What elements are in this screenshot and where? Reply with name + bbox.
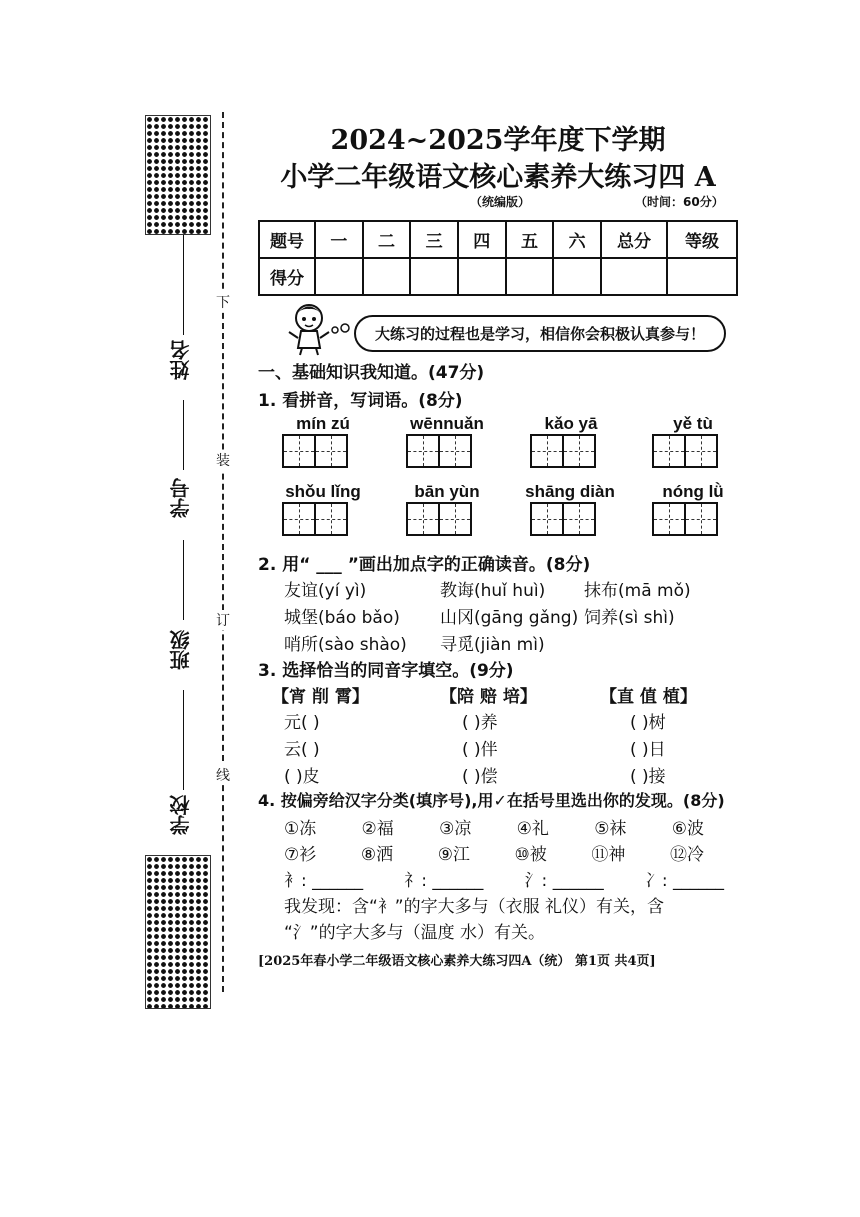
q2-options[interactable]: (gāng gǎng): [474, 608, 579, 628]
score-header-cell: 总分: [601, 221, 667, 258]
q3-blank[interactable]: ( )树: [630, 713, 666, 733]
id-label: 学号: [169, 478, 193, 518]
writing-grid[interactable]: [652, 434, 734, 468]
pattern-bottom: [145, 855, 211, 1009]
q2-word: 友谊: [284, 581, 318, 601]
q4-radical-blank[interactable]: 礻: ______: [404, 871, 484, 891]
q3-blank[interactable]: ( )偿: [462, 767, 498, 787]
q2-word: 哨所: [284, 635, 318, 655]
q2-options[interactable]: (huǐ huì): [474, 581, 546, 601]
q4-char: ③凉: [439, 819, 472, 839]
score-input-cell[interactable]: [315, 258, 363, 295]
q3-group: 【宵 削 霄】: [272, 687, 369, 707]
q2-item: [284, 576, 366, 601]
score-input-cell[interactable]: [506, 258, 554, 295]
score-table: [258, 220, 738, 296]
q2-options[interactable]: (sào shào): [318, 635, 407, 655]
score-input-cell[interactable]: [363, 258, 411, 295]
score-input-cell[interactable]: [553, 258, 601, 295]
writing-grid[interactable]: [652, 502, 734, 536]
q2-word: 山冈: [440, 608, 474, 628]
score-input-cell[interactable]: [601, 258, 667, 295]
q2-options[interactable]: (sì shì): [618, 608, 675, 628]
q4-char: ⑧洒: [360, 845, 394, 865]
cut-label-2: 装: [216, 450, 230, 470]
q4-char: ⑨江: [437, 845, 470, 865]
pinyin-label: nóng lǜ: [662, 482, 724, 501]
footer-note: [2025年春小学二年级语文核心素养大练习四A（统） 第1页 共4页]: [258, 954, 656, 969]
score-header-cell: 六: [553, 221, 601, 258]
q4-radical-row: [284, 866, 724, 891]
school-line: [183, 690, 185, 790]
q3-blank[interactable]: ( )皮: [284, 767, 320, 787]
q2-word: 抹布: [584, 581, 618, 601]
q2-options[interactable]: (báo bǎo): [318, 608, 400, 628]
q4-finding-1[interactable]: 我发现：含“衤”的字大多与（衣服 礼仪）有关，含: [284, 897, 665, 917]
pinyin-label: wēnnuǎn: [410, 414, 484, 433]
q3-blank[interactable]: ( )伴: [462, 740, 498, 760]
cut-label-1: 下: [216, 292, 230, 312]
q2-options[interactable]: (jiàn mì): [474, 635, 545, 655]
q2-word: 城堡: [284, 608, 318, 628]
score-row-label: 得分: [259, 258, 315, 295]
writing-grid[interactable]: [530, 502, 620, 536]
q4-radical-blank[interactable]: 氵: ______: [524, 871, 604, 891]
score-table-score-row: [259, 258, 737, 295]
q4-char: ⑤袜: [594, 819, 627, 839]
cut-line: [222, 112, 224, 992]
encouragement-bubble: 大练习的过程也是学习，相信你会积极认真参与！: [354, 315, 726, 352]
q4-char: ①冻: [284, 819, 317, 839]
q3-blank[interactable]: ( )接: [630, 767, 666, 787]
writing-grid[interactable]: [282, 434, 364, 468]
q2-item: [440, 630, 545, 655]
q4-char: ⑪神: [591, 845, 626, 865]
section-title: 一、基础知识我知道。(47分): [258, 363, 485, 383]
score-header-cell: 三: [410, 221, 458, 258]
q1-item: [652, 482, 734, 536]
q3-blank[interactable]: ( )日: [630, 740, 666, 760]
q1-item: [652, 414, 734, 468]
q2-word: 饲养: [584, 608, 618, 628]
score-input-cell[interactable]: [458, 258, 506, 295]
q3-group: 【直 值 植】: [600, 687, 697, 707]
q1-item: [520, 482, 620, 536]
score-header-cell: 四: [458, 221, 506, 258]
title-line2: 小学二年级语文核心素养大练习四 A: [280, 162, 716, 193]
cut-label-3: 订: [216, 610, 230, 630]
class-label: 班级: [169, 630, 193, 670]
q2-word: 寻觅: [440, 635, 474, 655]
pinyin-label: yě tù: [673, 414, 713, 433]
pinyin-label: kǎo yā: [544, 414, 598, 433]
pattern-top: [145, 115, 211, 235]
q4-radical-blank[interactable]: 冫: ______: [644, 871, 724, 891]
writing-grid[interactable]: [406, 502, 488, 536]
q1-item: [282, 414, 364, 468]
q1-title: 1. 看拼音，写词语。(8分): [258, 391, 463, 411]
score-header-cell: 题号: [259, 221, 315, 258]
score-input-cell[interactable]: [667, 258, 737, 295]
q2-options[interactable]: (yí yì): [318, 581, 367, 601]
q2-item: [284, 630, 407, 655]
q1-item: [406, 414, 488, 468]
q1-item: [406, 482, 488, 536]
edition-note: （统编版）: [470, 195, 531, 209]
q3-blank[interactable]: ( )养: [462, 713, 498, 733]
q4-finding-2[interactable]: “氵”的字大多与（温度 水）有关。: [284, 923, 546, 943]
q2-item: [584, 603, 675, 628]
pinyin-label: shāng diàn: [525, 482, 615, 501]
q4-title: 4. 按偏旁给汉字分类(填序号),用✓在括号里选出你的发现。(8分): [258, 791, 725, 810]
name-line: [183, 235, 185, 335]
q1-item: [530, 414, 612, 468]
q4-char: ⑩被: [514, 845, 547, 865]
q2-item: [440, 603, 578, 628]
score-header-cell: 一: [315, 221, 363, 258]
q4-char: ⑥波: [671, 819, 704, 839]
q3-blank[interactable]: 元( ): [284, 713, 320, 733]
writing-grid[interactable]: [530, 434, 612, 468]
q4-char: ④礼: [516, 819, 549, 839]
school-label: 学校: [169, 795, 193, 835]
writing-grid[interactable]: [406, 434, 488, 468]
q2-item: [584, 576, 691, 601]
q4-char-row: [284, 840, 704, 865]
q3-group: 【陪 赔 培】: [440, 687, 537, 707]
writing-grid[interactable]: [282, 502, 364, 536]
cut-label-4: 线: [216, 765, 230, 785]
score-header-cell: 二: [363, 221, 411, 258]
score-header-cell: 等级: [667, 221, 737, 258]
q2-options[interactable]: (mā mǒ): [618, 581, 691, 601]
pinyin-label: bān yùn: [414, 482, 480, 501]
pinyin-label: shǒu lǐng: [285, 482, 361, 501]
score-input-cell[interactable]: [410, 258, 458, 295]
q3-blank[interactable]: 云( ): [284, 740, 320, 760]
score-header-cell: 五: [506, 221, 554, 258]
q2-word: 教诲: [440, 581, 474, 601]
score-table-header-row: [259, 221, 737, 258]
id-line: [183, 400, 185, 470]
time-note: （时间：60分）: [635, 195, 724, 209]
name-label: 姓名: [169, 340, 193, 380]
pinyin-label: mín zú: [296, 414, 350, 433]
q2-item: [284, 603, 400, 628]
q4-radical-blank[interactable]: 衤: ______: [284, 871, 364, 891]
class-line: [183, 540, 185, 620]
title-line1: 2024~2025学年度下学期: [330, 125, 666, 156]
q4-char: ⑦衫: [284, 845, 317, 865]
q2-title: 2. 用“ ___ ”画出加点字的正确读音。(8分): [258, 555, 591, 575]
q4-char: ⑫冷: [669, 845, 704, 865]
q4-char-row: [284, 814, 704, 839]
q4-char: ②福: [361, 819, 394, 839]
q3-title: 3. 选择恰当的同音字填空。(9分): [258, 661, 514, 681]
q1-item: [282, 482, 364, 536]
mascot-icon: [284, 300, 334, 356]
q2-item: [440, 576, 545, 601]
